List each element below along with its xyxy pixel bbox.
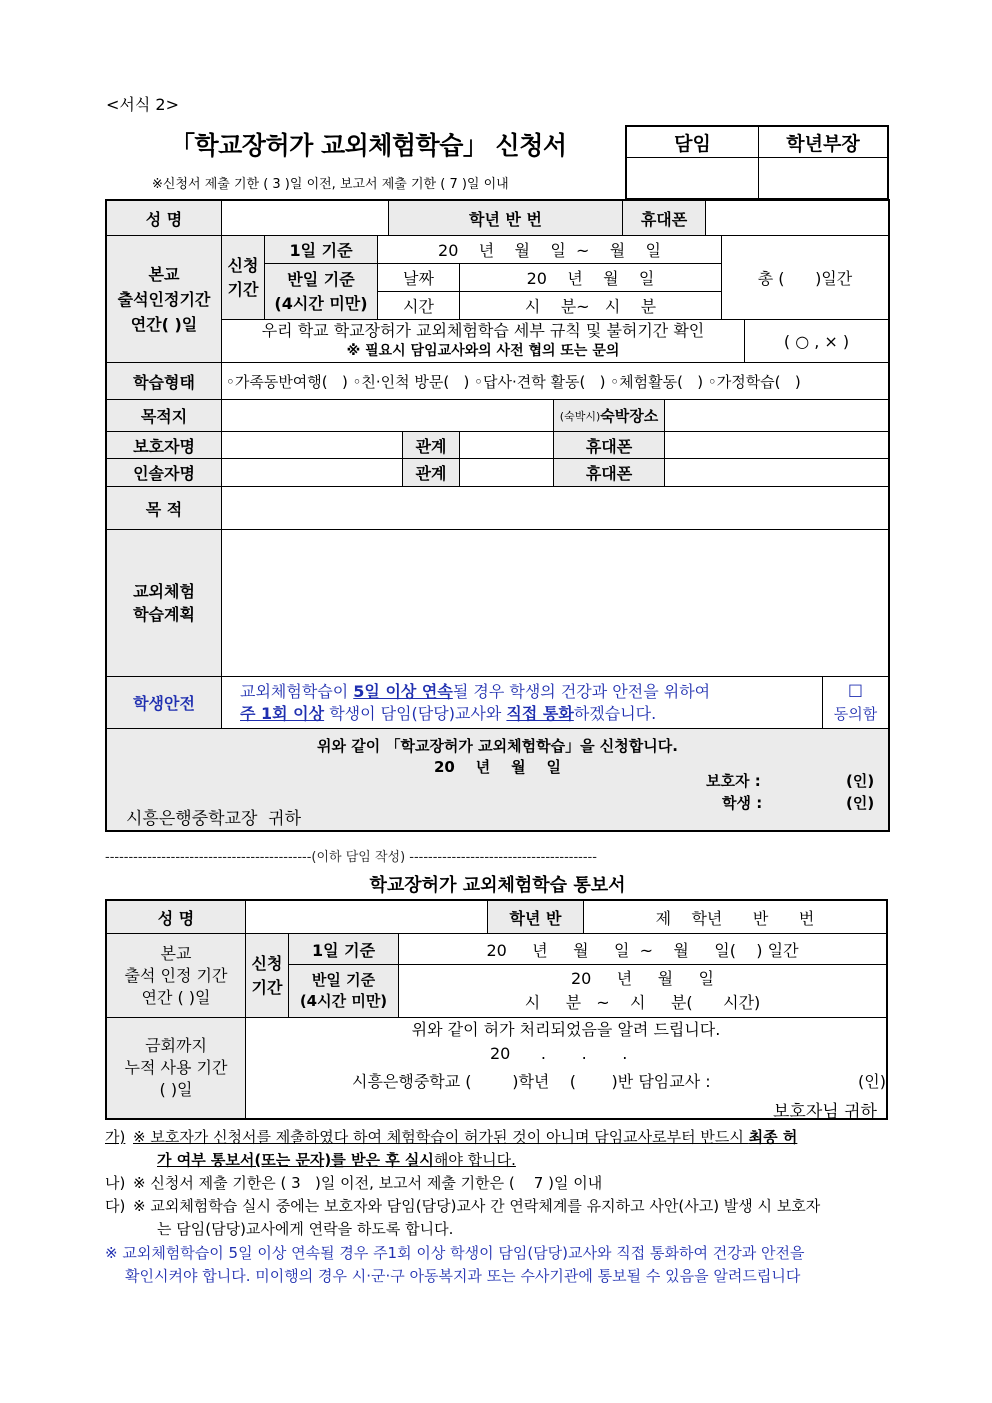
date-label: 날짜: [403, 269, 434, 288]
agree-checkbox[interactable]: [823, 677, 888, 728]
guardian-seal[interactable]: (인): [846, 772, 875, 790]
time-value[interactable]: 시 분~ 시 분: [524, 297, 657, 316]
destination-label: 목적지: [140, 407, 188, 426]
checkbox-icon[interactable]: ☐: [847, 681, 864, 702]
report-seal[interactable]: (인): [858, 1072, 886, 1091]
grade-class-label: 학년 반 번: [389, 201, 622, 235]
safety-text: 교외체험학습이 5일 이상 연속될 경우 학생의 건강과 안전을 위하여 주 1회 이상 학생이 담임(담당)교사와 직접 통화하겠습니다.: [240, 682, 711, 723]
purpose-label: 목 적: [145, 499, 183, 519]
approval-box: [625, 125, 889, 200]
form-number: <서식 2>: [106, 95, 179, 114]
cumulative-label: 금회까지 누적 사용 기간 ( )일: [124, 1036, 228, 1099]
destination-input[interactable]: [222, 400, 553, 431]
note-b-text: ※ 신청서 제출 기한은 ( 3 )일 이전, 보고서 제출 기한은 ( 7 )일 이내: [133, 1174, 603, 1192]
homeroom-sign-cell[interactable]: [627, 158, 759, 198]
name-label: 성 명: [145, 209, 183, 229]
plan-label: 교외체험 학습계획: [133, 582, 195, 624]
note-b-prefix: 나): [105, 1174, 126, 1192]
half-day-label: 반일 기준 (4시간 미만): [265, 264, 377, 319]
report-grade-class-label: 학년 반: [488, 901, 583, 933]
addressee: 시흥은행중학교장 귀하: [126, 809, 302, 829]
declaration-date: 20 년 월 일: [433, 757, 561, 776]
guardian-label: 보호자명: [133, 436, 195, 456]
report-full-day-label: 1일 기준: [289, 934, 398, 964]
attendance-label: 본교 출석인정기간 연간( )일: [117, 264, 211, 334]
divider: --------------------------------------------(이하 담임 작성) ----------------------------------------: [105, 850, 597, 865]
guardian-input[interactable]: [222, 432, 402, 458]
report-attendance-label: 본교 출석 인정 기간 연간 ( )일: [124, 943, 228, 1007]
report-teacher-line: 시흥은행중학교 ( )학년 ( )반 담임교사 :: [352, 1072, 711, 1091]
report-half-day-value[interactable]: 20 년 월 일 시 분 ~ 시 분( 시간): [524, 969, 761, 1012]
report-grade-class-value[interactable]: 제 학년 반 번: [655, 908, 815, 928]
full-day-value[interactable]: 20 년 월 일 ~ 월 일: [438, 241, 661, 260]
guardian-phone-label: 휴대폰: [554, 432, 664, 458]
application-title: 「학교장허가 교외체험학습」 신청서: [170, 131, 567, 160]
report-half-day-label: 반일 기준 (4시간 미만): [289, 965, 398, 1017]
purpose-input[interactable]: [222, 487, 888, 529]
homeroom-approval: 담임: [627, 127, 759, 158]
report-notice-date[interactable]: 20 . . .: [490, 1044, 628, 1063]
time-label: 시간: [403, 297, 434, 316]
student-seal[interactable]: (인): [846, 794, 875, 812]
phone-input[interactable]: [706, 201, 888, 235]
note-c-line-1: ※ 교외체험학습 실시 중에는 보호자와 담임(담당)교사 간 연락체계를 유지하고 사안(사고) 발생 시 보호자: [133, 1197, 821, 1215]
note-d-line-1: ※ 교외체험학습이 5일 이상 연속될 경우 주1회 이상 학생이 담임(담당)교사와 직접 통화하여 건강과 안전을: [105, 1244, 805, 1262]
declaration: 위와 같이 「학교장허가 교외체험학습」을 신청합니다.: [317, 736, 678, 755]
note-c-prefix: 다): [105, 1197, 126, 1215]
agree-label: 동의함: [833, 704, 878, 723]
report-name-input[interactable]: [246, 901, 487, 933]
report-apply-label: 신청 기간: [246, 934, 288, 1017]
date-value[interactable]: 20 년 월 일: [526, 269, 655, 288]
report-name-label: 성 명: [157, 908, 195, 928]
apply-period-label: 신청 기간: [222, 236, 264, 319]
student-sign-label: 학생 :: [722, 794, 763, 812]
escort-phone-input[interactable]: [665, 459, 888, 486]
guardian-relation-input[interactable]: [460, 432, 553, 458]
escort-relation-label: 관계: [403, 459, 459, 486]
report-title: 학교장허가 교외체험학습 통보서: [369, 875, 626, 896]
report-full-day-value[interactable]: 20 년 월 일 ~ 월 일( ) 일간: [486, 940, 799, 960]
grade-head-sign-cell[interactable]: [759, 158, 887, 198]
learning-type-options[interactable]: ◦가족동반여행( ) ◦친·인척 방문( ) ◦답사·견학 활동( ) ◦체험활동( ) ◦가정학습( ): [226, 372, 801, 391]
name-input[interactable]: [222, 201, 388, 235]
rules-check-marks[interactable]: ( ○ , × ): [783, 331, 850, 351]
lodging-input[interactable]: [665, 400, 888, 431]
full-day-label: 1일 기준: [265, 236, 377, 263]
note-a-prefix: 가): [105, 1128, 126, 1146]
lodging-label: (숙박시) 숙박장소: [554, 400, 664, 431]
guardian-phone-input[interactable]: [665, 432, 888, 458]
plan-input[interactable]: [222, 530, 888, 676]
notes: 가) ※ 보호자가 신청서를 제출하였다 하여 체험학습이 허가된 것이 아니며 담임교사로부터 반드시 최종 허 가 여부 통보서(또는 문자)를 받은 후 실시해야 합니다. 나) ※ 신청서 제출 기한은 ( 3 )일 이전, 보고서 제출 기한은 ( 7 )일 이내 다) ※ 교외체험학습 실시 중에는 보호자와 담임(담당)교사 간 연락체계를 유지하고 사안(사고) 발생 시 보호자 는 담임(담당)교사에게 연락을 하도록 합니다. ※ 교외체험학습이 5일 이상 연속될 경우 주1회 이상 학생이 담임(담당)교사와 직접 통화하여 건강과 안전을 확인시켜야 합니다. 미이행의 경우 시·군·구 아동복지과 또는 수사기관에 통보될 수 있음을 알려드립니다: [105, 1126, 890, 1288]
grade-head-approval: 학년부장: [759, 127, 887, 158]
deadline-note: ※신청서 제출 기한 ( 3 )일 이전, 보고서 제출 기한 ( 7 )일 이내: [152, 177, 509, 192]
guardian-relation-label: 관계: [403, 432, 459, 458]
safety-label: 학생안전: [133, 694, 195, 713]
report-notice: 위와 같이 허가 처리되었음을 알려 드립니다.: [411, 1019, 721, 1039]
rules-check: 우리 학교 학교장허가 교외체험학습 세부 규칙 및 불허기간 확인 ※ 필요시 담임교사와의 사전 협의 또는 문의: [261, 321, 705, 359]
escort-relation-input[interactable]: [460, 459, 553, 486]
to-guardian: 보호자님 귀하: [773, 1102, 877, 1122]
note-c-line-2: 는 담임(담당)교사에게 연락을 하도록 합니다.: [157, 1220, 454, 1238]
note-d-line-2: 확인시켜야 합니다. 미이행의 경우 시·군·구 아동복지과 또는 수사기관에 통보될 수 있음을 알려드립니다: [125, 1267, 801, 1285]
escort-input[interactable]: [222, 459, 402, 486]
escort-phone-label: 휴대폰: [554, 459, 664, 486]
learning-type-label: 학습형태: [133, 372, 195, 392]
phone-label: 휴대폰: [623, 201, 705, 235]
guardian-sign-label: 보호자 :: [706, 772, 761, 790]
total-days[interactable]: 총 ( )일간: [757, 269, 853, 288]
escort-label: 인솔자명: [133, 464, 195, 483]
